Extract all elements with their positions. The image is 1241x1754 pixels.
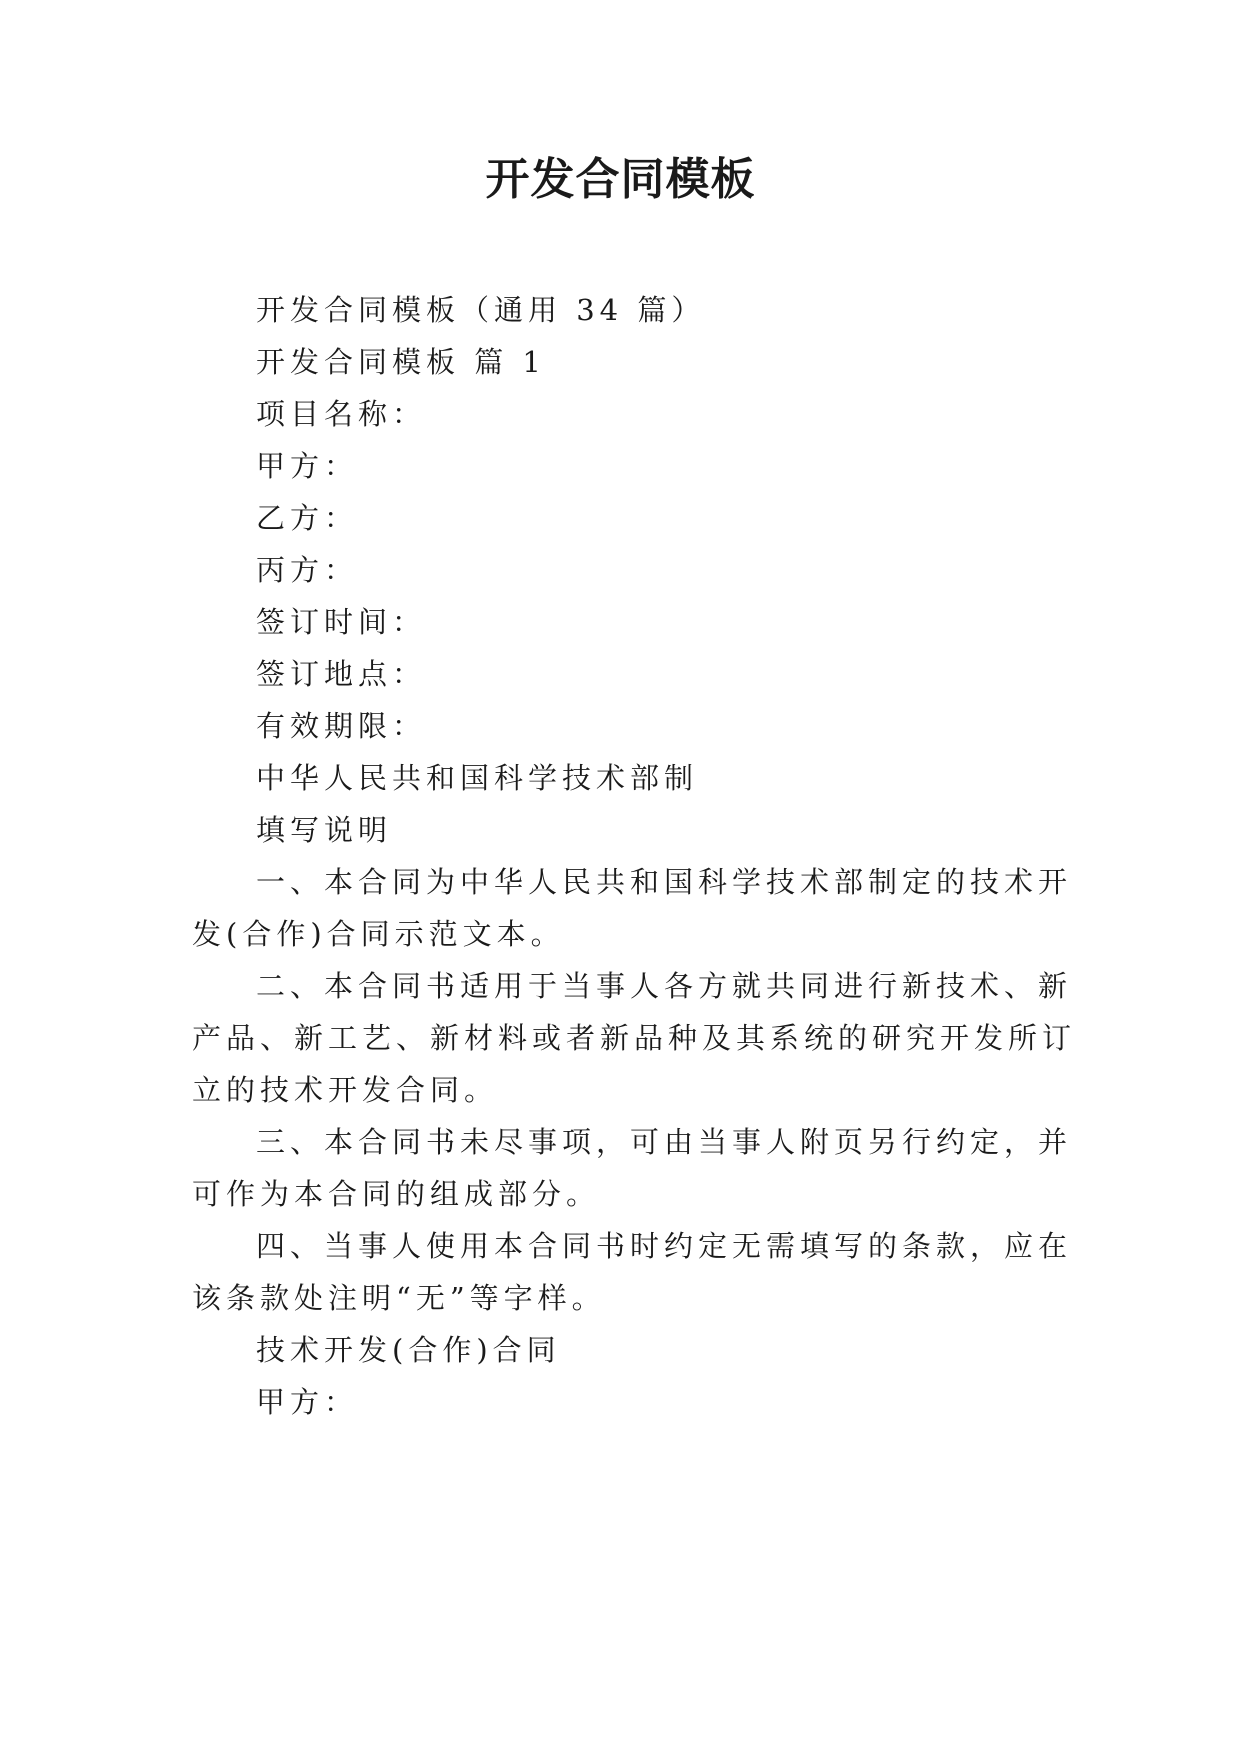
- issuer-line: 中华人民共和国科学技术部制: [256, 761, 699, 795]
- paragraph-line: 立的技术开发合同。: [192, 1073, 499, 1107]
- contract-heading: 技术开发(合作)合同: [256, 1333, 561, 1367]
- field-signing-place: 签订地点：: [256, 657, 427, 691]
- field-validity-period: 有效期限：: [256, 709, 427, 743]
- field-party-a: 甲方：: [256, 449, 359, 483]
- field-project-name: 项目名称：: [256, 397, 427, 431]
- paragraph-line: 一、本合同为中华人民共和国科学技术部制定的技术开: [256, 865, 1073, 899]
- instructions-heading: 填写说明: [256, 813, 393, 847]
- paragraph-line: 四、当事人使用本合同书时约定无需填写的条款，应在: [256, 1229, 1073, 1263]
- field-party-c: 丙方：: [256, 553, 359, 587]
- paragraph-line: 二、本合同书适用于当事人各方就共同进行新技术、新: [256, 969, 1073, 1003]
- paragraph-line: 该条款处注明“无”等字样。: [192, 1281, 606, 1315]
- field-party-a: 甲方：: [256, 1385, 359, 1419]
- paragraph-line: 三、本合同书未尽事项，可由当事人附页另行约定，并: [256, 1125, 1073, 1159]
- field-signing-time: 签订时间：: [256, 605, 427, 639]
- paragraph-line: 产品、新工艺、新材料或者新品种及其系统的研究开发所订: [192, 1021, 1077, 1055]
- field-party-b: 乙方：: [256, 501, 359, 535]
- paragraph-line: 发(合作)合同示范文本。: [192, 917, 565, 951]
- paragraph-line: 可作为本合同的组成部分。: [192, 1177, 601, 1211]
- section-heading: 开发合同模板 篇 1: [256, 345, 546, 379]
- document-title: 开发合同模板: [485, 154, 756, 205]
- subtitle-line: 开发合同模板（通用 34 篇）: [256, 293, 706, 327]
